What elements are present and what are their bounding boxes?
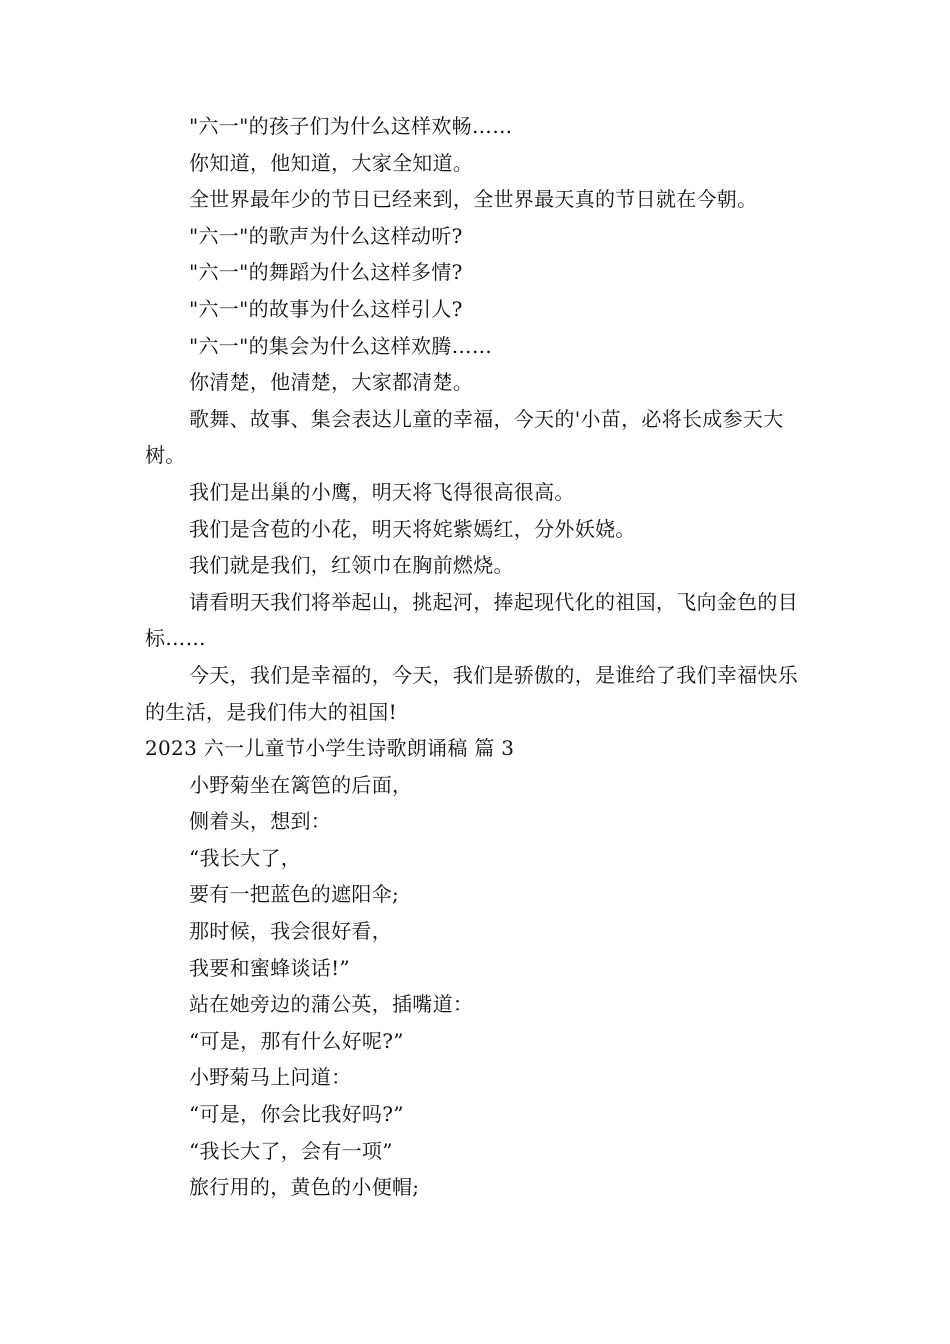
paragraph: 你清楚，他清楚，大家都清楚。 bbox=[189, 370, 474, 395]
poem-line: “我长大了，会有一项” bbox=[189, 1138, 393, 1163]
poem-line: “我长大了， bbox=[189, 845, 302, 870]
poem-line: 小野菊坐在篱笆的后面， bbox=[189, 772, 413, 797]
paragraph: "六一"的集会为什么这样欢腾…… bbox=[189, 333, 493, 358]
paragraph: "六一"的孩子们为什么这样欢畅…… bbox=[189, 114, 513, 138]
paragraph: 歌舞、故事、集会表达儿童的幸福，今天的'小苗，必将长成参天大树。 bbox=[145, 406, 784, 468]
poem-line: “可是，你会比我好吗?” bbox=[189, 1102, 404, 1127]
paragraph: 你知道，他知道，大家全知道。 bbox=[189, 150, 474, 175]
poem-line: 小野菊马上问道： bbox=[189, 1065, 352, 1090]
document-body bbox=[145, 108, 810, 1206]
poem-line: 我要和蜜蜂谈话!” bbox=[189, 955, 350, 980]
paragraph: "六一"的舞蹈为什么这样多情? bbox=[189, 260, 463, 285]
section-heading: 2023 六一儿童节小学生诗歌朗诵稿 篇 3 bbox=[145, 736, 515, 761]
poem-line: 站在她旁边的蒲公英，插嘴道： bbox=[189, 992, 474, 1017]
paragraph: 我们是出巢的小鹰，明天将飞得很高很高。 bbox=[189, 479, 575, 504]
poem-line: 侧着头，想到： bbox=[189, 809, 332, 834]
paragraph: "六一"的歌声为什么这样动听? bbox=[189, 223, 463, 248]
paragraph: 今天，我们是幸福的，今天，我们是骄傲的，是谁给了我们幸福快乐的生活，是我们伟大的祖国! bbox=[145, 662, 798, 724]
paragraph: 我们是含苞的小花，明天将姹紫嫣红，分外妖娆。 bbox=[189, 516, 636, 541]
paragraph: 全世界最年少的节日已经来到，全世界最天真的节日就在今朝。 bbox=[189, 187, 758, 212]
paragraph: 请看明天我们将举起山，挑起河，捧起现代化的祖国，飞向金色的目标…… bbox=[145, 589, 798, 651]
poem-line: 旅行用的，黄色的小便帽; bbox=[189, 1175, 420, 1200]
poem-line: 要有一把蓝色的遮阳伞; bbox=[189, 882, 400, 907]
paragraph: "六一"的故事为什么这样引人? bbox=[189, 296, 463, 321]
paragraph: 我们就是我们，红领巾在胸前燃烧。 bbox=[189, 553, 514, 578]
poem-line: 那时候，我会很好看， bbox=[189, 919, 392, 944]
poem-line: “可是，那有什么好呢?” bbox=[189, 1028, 404, 1053]
